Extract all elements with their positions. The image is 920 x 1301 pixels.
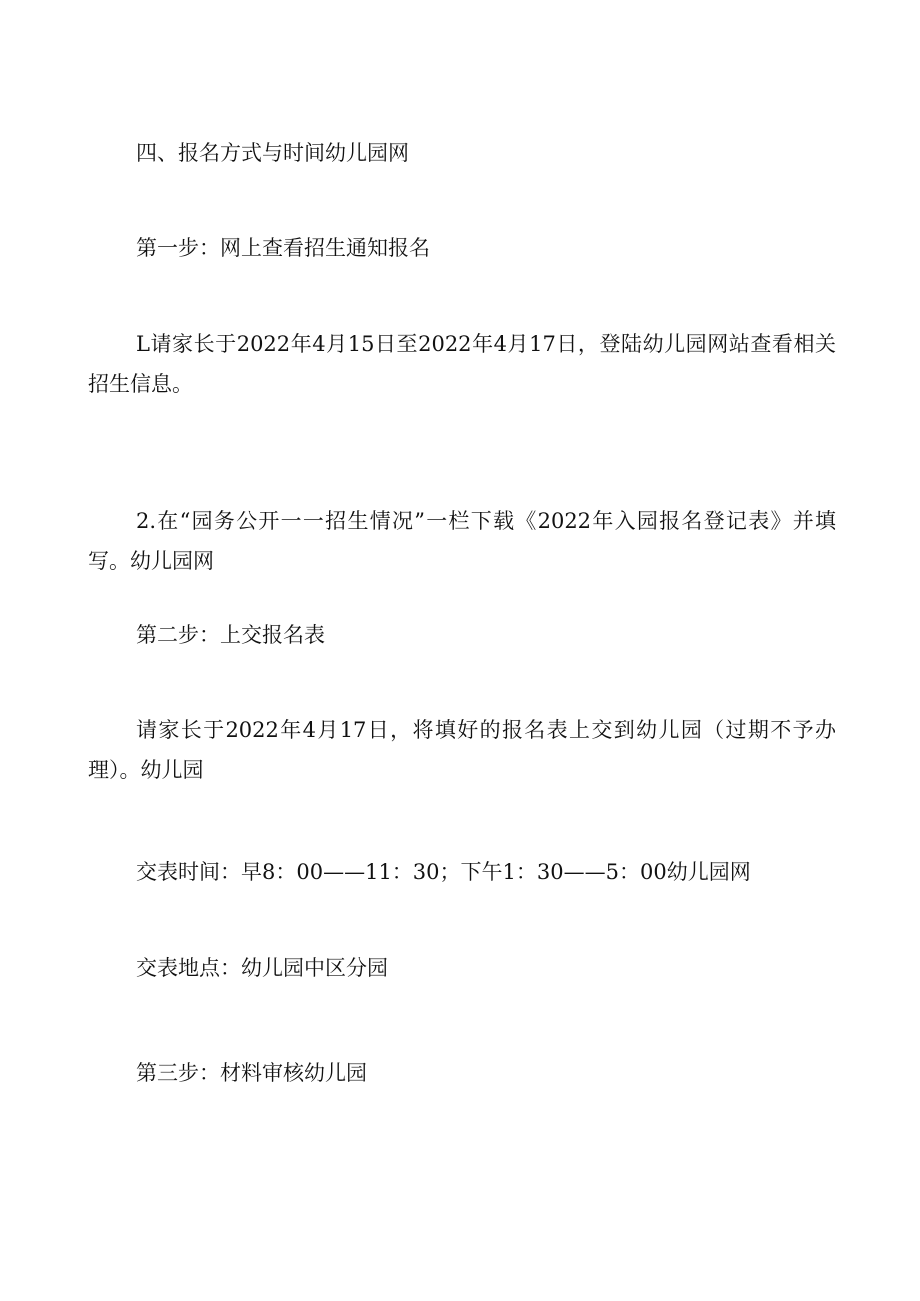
step-one-heading: 第一步：网上查看招生通知报名 [136, 236, 430, 260]
submission-location: 交表地点：幼儿园中区分园 [136, 956, 388, 980]
step-three-heading: 第三步：材料审核幼儿园 [136, 1061, 367, 1085]
step-one-item-2: 2.在“园务公开一一招生情况”一栏下载《2022年入园报名登记表》并填写。幼儿园网 [88, 509, 836, 573]
step-two-heading: 第二步：上交报名表 [136, 623, 325, 647]
step-one-item-1: L请家长于2022年4月15日至2022年4月17日，登陆幼儿园网站查看相关招生信息。 [88, 332, 836, 396]
submission-time: 交表时间：早8：00——11：30；下午1：30——5：00幼儿园网 [136, 860, 751, 884]
step-two-text: 请家长于2022年4月17日，将填好的报名表上交到幼儿园（过期不予办理）。幼儿园 [88, 718, 836, 782]
section-heading: 四、报名方式与时间幼儿园网 [136, 141, 409, 165]
